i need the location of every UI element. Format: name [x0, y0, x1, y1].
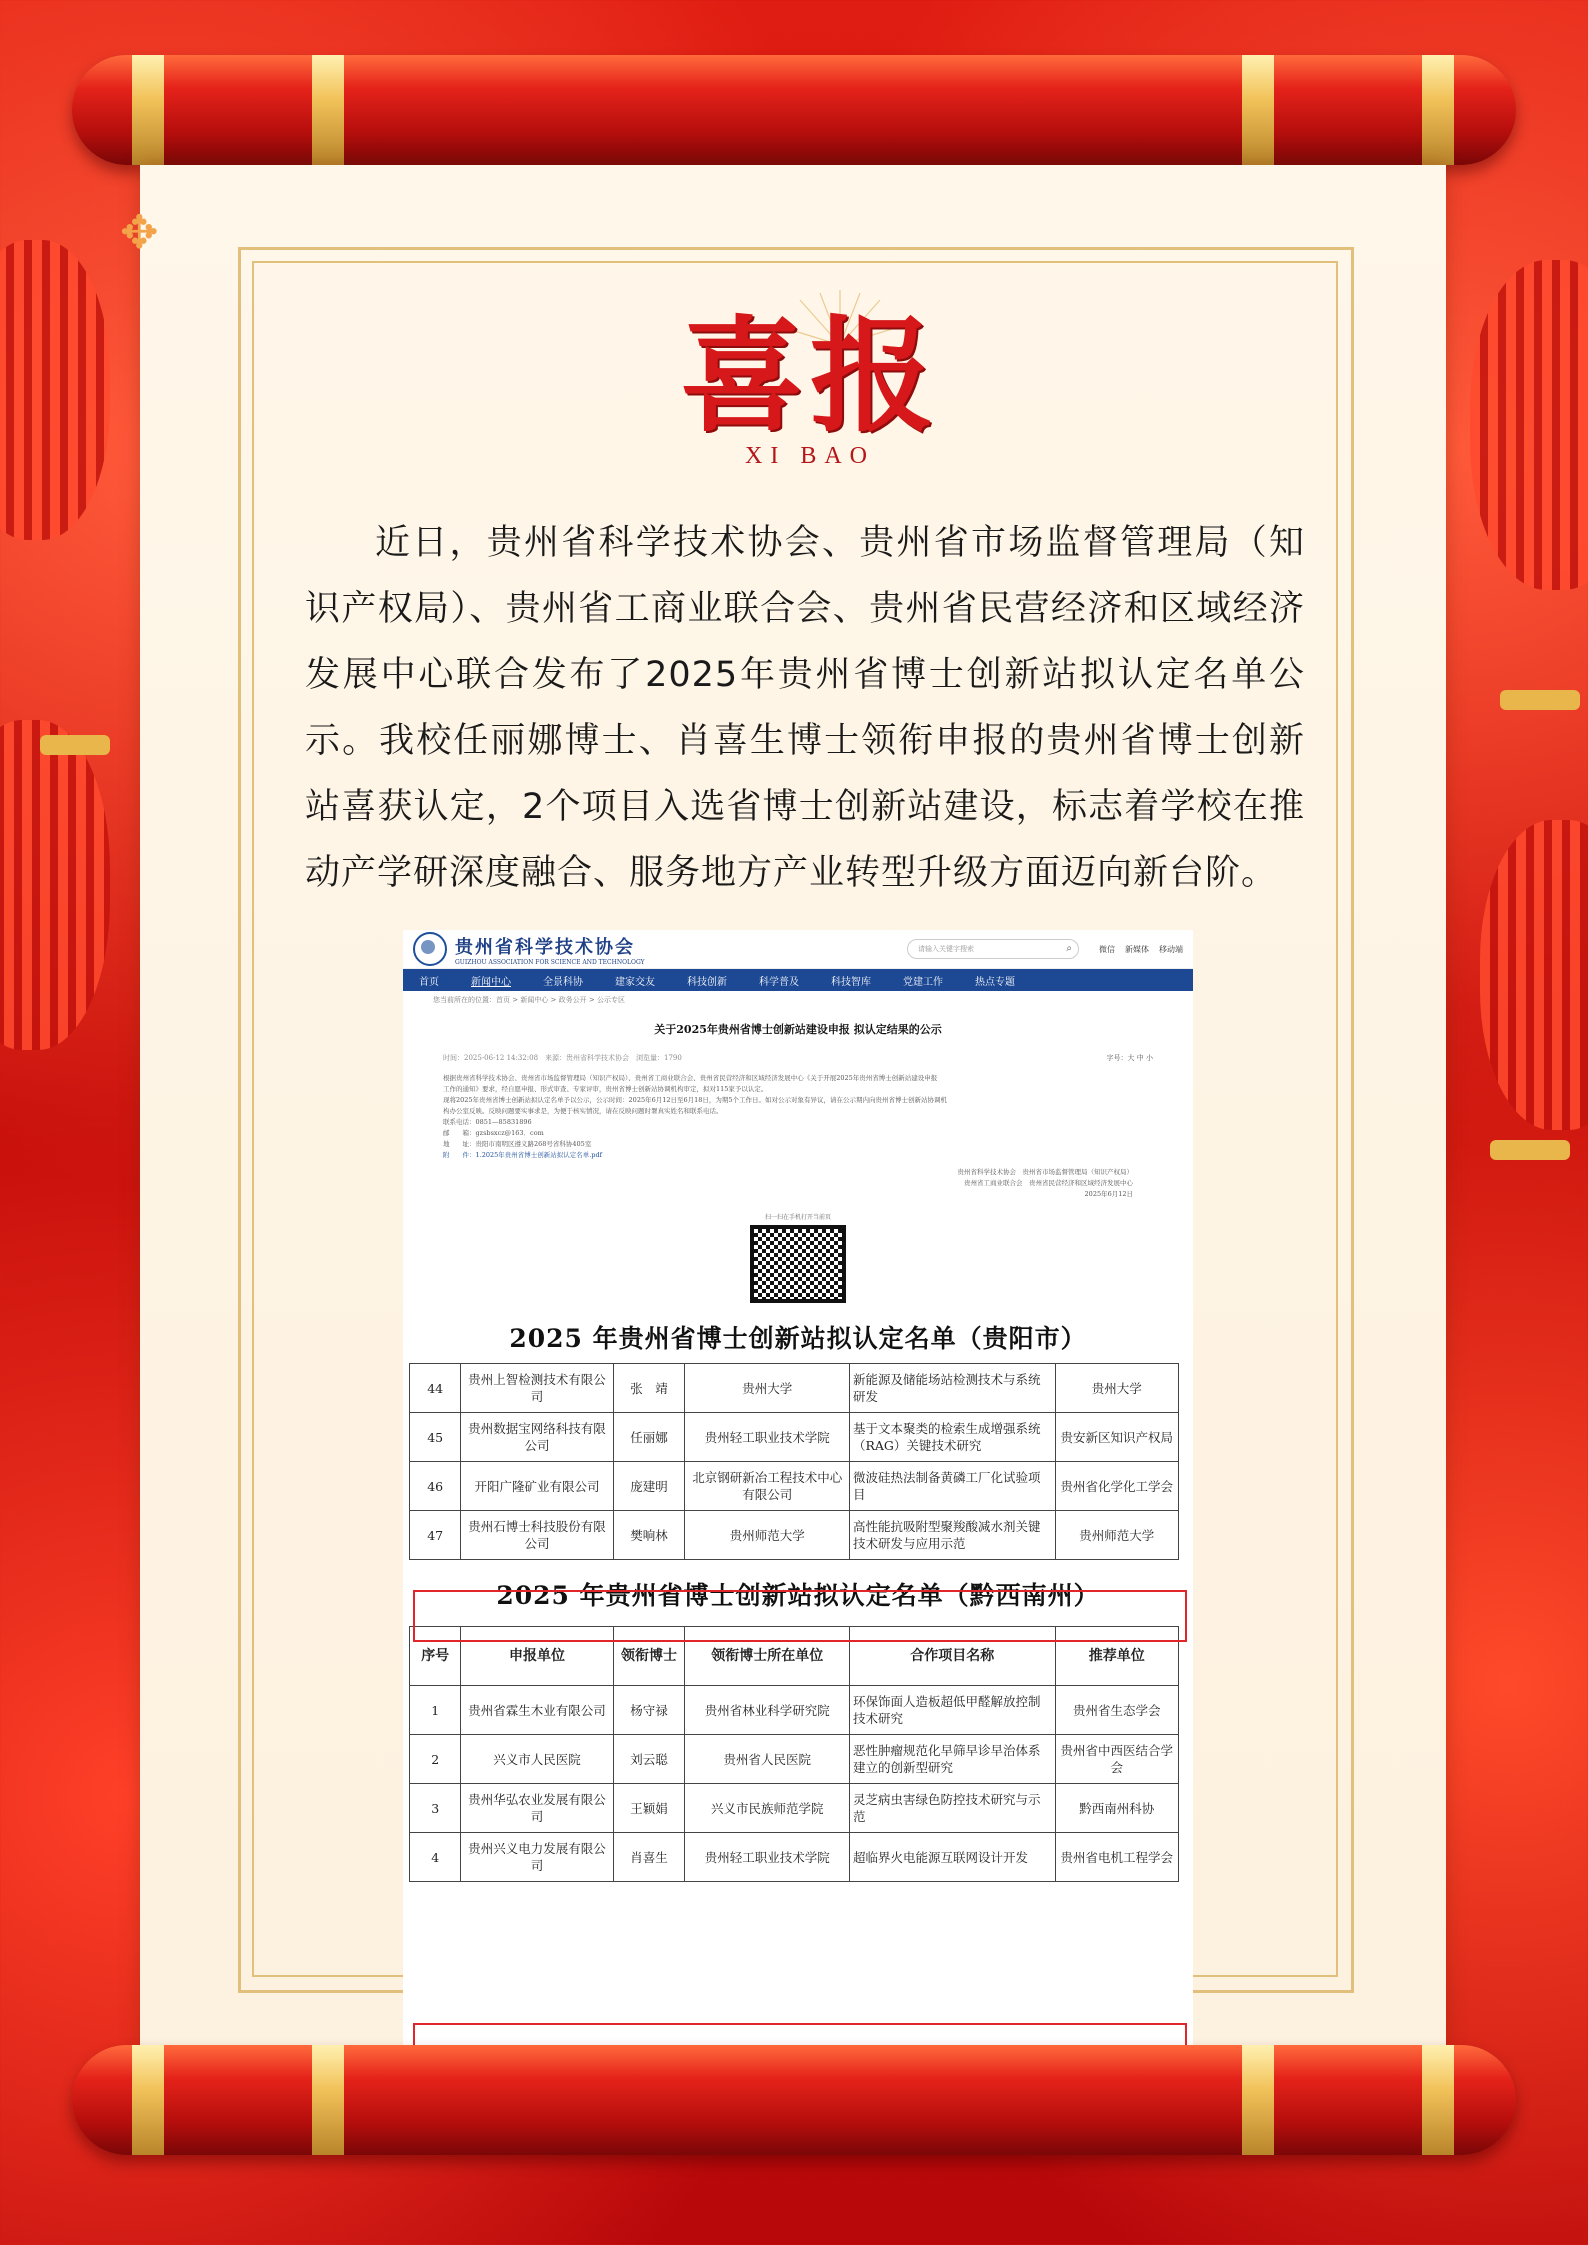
header-unit: 申报单位 — [461, 1627, 613, 1686]
article-body — [443, 1073, 1153, 1161]
article-title: 关于2025年贵州省博士创新站建设申报 拟认定结果的公示 — [654, 1023, 942, 1036]
table-header-row — [410, 1627, 1179, 1686]
association-emblem-icon — [413, 932, 447, 966]
website-nav — [403, 969, 1193, 991]
signature-line: 贵州省工商业联合会 贵州省民营经济和区域经济发展中心 — [964, 1179, 1133, 1187]
cell-no: 4 — [410, 1833, 461, 1882]
table-row — [410, 1462, 1179, 1511]
cell-org: 贵州轻工职业技术学院 — [685, 1413, 849, 1462]
cell-project: 恶性肿瘤规范化早筛早诊早治体系建立的创新型研究 — [849, 1735, 1055, 1784]
header-org: 领衔博士所在单位 — [685, 1627, 849, 1686]
website-header — [403, 930, 1193, 969]
qr-code-icon — [750, 1225, 846, 1303]
cell-no: 44 — [410, 1364, 461, 1413]
search-placeholder: 请输入关键字搜索 — [918, 945, 974, 953]
cell-leader: 刘云聪 — [613, 1735, 685, 1784]
font-size-control[interactable]: 字号：大 中 小 — [1106, 1054, 1153, 1062]
table-row — [410, 1364, 1179, 1413]
attachment-link[interactable]: 附 件：1.2025年贵州省博士创新站拟认定名单.pdf — [443, 1151, 603, 1159]
cell-rec: 黔西南州科协 — [1055, 1784, 1178, 1833]
cell-unit: 贵州石博士科技股份有限公司 — [461, 1511, 613, 1560]
list-title-guiyang: 2025 年贵州省博士创新站拟认定名单（贵阳市） — [509, 1324, 1087, 1353]
nav-party[interactable]: 党建工作 — [903, 976, 943, 988]
header-leader: 领衔博士 — [613, 1627, 685, 1686]
article-paragraph: 近日，贵州省科学技术协会、贵州省市场监督管理局（知识产权局）、贵州省工商业联合会、贵州省民营经济和区域经济发展中心联合发布了2025年贵州省博士创新站拟认定名单公示。我校任丽娜博士、肖喜生博士领衔申报的贵州省博士创新站喜获认定，2个项目入选省博士创新站建设，标志着学校在推动产学研深度融合、服务地方产业转型升级方面迈向新台阶。 — [305, 523, 1305, 893]
cell-no: 46 — [410, 1462, 461, 1511]
lantern-cap — [1500, 690, 1580, 710]
table-row — [410, 1413, 1179, 1462]
cell-rec: 贵州省电机工程学会 — [1055, 1833, 1178, 1882]
header-no: 序号 — [410, 1627, 461, 1686]
cell-project: 环保饰面人造板超低甲醛解放控制技术研究 — [849, 1686, 1055, 1735]
list-table-qianxinan — [409, 1626, 1179, 1882]
cell-no: 47 — [410, 1511, 461, 1560]
scroll-paper — [120, 165, 1446, 2070]
nav-popularization[interactable]: 科学普及 — [759, 976, 799, 988]
cell-project: 高性能抗吸附型聚羧酸减水剂关键技术研发与应用示范 — [849, 1511, 1055, 1560]
top-links — [1099, 944, 1183, 955]
cell-project: 新能源及储能场站检测技术与系统研发 — [849, 1364, 1055, 1413]
list-title-qianxinan: 2025 年贵州省博士创新站拟认定名单（黔西南州） — [496, 1581, 1100, 1610]
right-lantern — [1470, 260, 1588, 590]
cell-rec: 贵州省生态学会 — [1055, 1686, 1178, 1735]
nav-news[interactable]: 新闻中心 — [471, 976, 511, 988]
cell-leader: 张 靖 — [613, 1364, 685, 1413]
body-line: 构办公室反映。反映问题要实事求是，为便于核实情况，请在反映问题时署真实姓名和联系电话。 — [443, 1107, 723, 1115]
cell-org: 北京钢研新冶工程技术中心有限公司 — [685, 1462, 849, 1511]
cell-rec: 贵安新区知识产权局 — [1055, 1413, 1178, 1462]
cell-no: 2 — [410, 1735, 461, 1784]
cell-unit: 兴义市人民医院 — [461, 1735, 613, 1784]
cell-unit: 贵州上智检测技术有限公司 — [461, 1364, 613, 1413]
nav-innovation[interactable]: 科技创新 — [687, 976, 727, 988]
cell-no: 3 — [410, 1784, 461, 1833]
signature-line: 贵州省科学技术协会 贵州省市场监督管理局（知识产权局） — [957, 1168, 1133, 1176]
chinese-knot-icon: ✥ — [120, 205, 159, 259]
nav-home[interactable]: 首页 — [419, 976, 439, 988]
lantern-cap — [1490, 1140, 1570, 1160]
list-table-guiyang — [409, 1363, 1179, 1560]
search-icon[interactable]: ⌕ — [1066, 943, 1072, 954]
body-line: 地 址：贵阳市南明区遵义路268号省科协405室 — [443, 1140, 592, 1148]
nav-topics[interactable]: 热点专题 — [975, 976, 1015, 988]
scroll-bottom-rod — [72, 2045, 1516, 2155]
cell-project: 基于文本聚类的检索生成增强系统（RAG）关键技术研究 — [849, 1413, 1055, 1462]
cell-unit: 贵州华弘农业发展有限公司 — [461, 1784, 613, 1833]
table-row — [410, 1686, 1179, 1735]
right-lantern — [1480, 820, 1588, 1130]
cell-unit: 贵州兴义电力发展有限公司 — [461, 1833, 613, 1882]
search-input[interactable] — [907, 939, 1079, 959]
breadcrumb: 您当前所在的位置：首页 > 新闻中心 > 政务公开 > 公示专区 — [433, 996, 625, 1004]
page-subtitle: XI BAO — [745, 443, 875, 469]
cell-org: 贵州师范大学 — [685, 1511, 849, 1560]
cell-org: 贵州轻工职业技术学院 — [685, 1833, 849, 1882]
website-name: 贵州省科学技术协会 — [455, 936, 635, 958]
cell-org: 贵州省林业科学研究院 — [685, 1686, 849, 1735]
cell-rec: 贵州省中西医结合学会 — [1055, 1735, 1178, 1784]
nav-overview[interactable]: 全景科协 — [543, 976, 583, 988]
header — [660, 304, 960, 470]
page-title: 喜报 — [679, 304, 940, 449]
left-lantern — [0, 240, 110, 540]
signature-date: 2025年6月12日 — [1084, 1190, 1133, 1198]
qr-label: 扫一扫在手机打开当前页 — [764, 1214, 831, 1221]
table-row — [410, 1833, 1179, 1882]
meta-text: 时间：2025-06-12 14:32:08 来源：贵州省科学技术协会 浏览量：1790 — [443, 1054, 682, 1062]
nav-thinktank[interactable]: 科技智库 — [831, 976, 871, 988]
header-rec: 推荐单位 — [1055, 1627, 1178, 1686]
body-line: 现将2025年贵州省博士创新站拟认定名单予以公示，公示时间：2025年6月12日至6月18日，为期5个工作日。如对公示对象有异议，请在公示期内向贵州省博士创新站协调机 — [443, 1096, 948, 1104]
cell-no: 45 — [410, 1413, 461, 1462]
body-line: 联系电话：0851—85831896 — [443, 1118, 532, 1126]
body-line: 工作的通知》要求，经自愿申报、形式审查、专家评审，贵州省博士创新站协调机构审定，拟对115家予以认定。 — [443, 1085, 768, 1093]
cell-project: 超临界火电能源互联网设计开发 — [849, 1833, 1055, 1882]
cell-org: 贵州省人民医院 — [685, 1735, 849, 1784]
link-new-media[interactable]: 新媒体 — [1125, 944, 1149, 954]
cell-leader: 庞建明 — [613, 1462, 685, 1511]
table-row — [410, 1735, 1179, 1784]
lantern-cap — [40, 735, 110, 755]
scroll-top-rod — [72, 55, 1516, 165]
cell-rec: 贵州省化学化工学会 — [1055, 1462, 1178, 1511]
article-meta — [443, 1053, 1153, 1063]
cell-unit: 开阳广隆矿业有限公司 — [461, 1462, 613, 1511]
cell-leader: 樊响林 — [613, 1511, 685, 1560]
cell-leader: 肖喜生 — [613, 1833, 685, 1882]
cell-org: 贵州大学 — [685, 1364, 849, 1413]
cell-org: 兴义市民族师范学院 — [685, 1784, 849, 1833]
cell-project: 微波硅热法制备黄磷工厂化试验项目 — [849, 1462, 1055, 1511]
link-wechat[interactable]: 微信 — [1099, 944, 1115, 954]
table-row — [410, 1511, 1179, 1560]
body-line: 根据贵州省科学技术协会、贵州省市场监督管理局（知识产权局）、贵州省工商业联合会、贵州省民营经济和区域经济发展中心《关于开展2025年贵州省博士创新站建设申报 — [443, 1074, 938, 1082]
cell-project: 灵芝病虫害绿色防控技术研究与示范 — [849, 1784, 1055, 1833]
cell-rec: 贵州师范大学 — [1055, 1511, 1178, 1560]
left-lantern — [0, 720, 110, 1050]
cell-rec: 贵州大学 — [1055, 1364, 1178, 1413]
nav-friends[interactable]: 建家交友 — [615, 976, 655, 988]
announcement-screenshot — [403, 930, 1193, 2075]
cell-no: 1 — [410, 1686, 461, 1735]
cell-unit: 贵州省霖生木业有限公司 — [461, 1686, 613, 1735]
cell-leader: 杨守禄 — [613, 1686, 685, 1735]
table-row — [410, 1784, 1179, 1833]
cell-unit: 贵州数据宝网络科技有限公司 — [461, 1413, 613, 1462]
body-line: 邮 箱：gzsbsxcz@163．com — [443, 1129, 544, 1137]
cell-leader: 王颖娟 — [613, 1784, 685, 1833]
cell-leader: 任丽娜 — [613, 1413, 685, 1462]
link-mobile[interactable]: 移动端 — [1159, 944, 1183, 954]
header-project: 合作项目名称 — [849, 1627, 1055, 1686]
website-name-en: GUIZHOU ASSOCIATION FOR SCIENCE AND TECHNOLOGY — [455, 958, 645, 966]
article-signature — [463, 1167, 1133, 1200]
